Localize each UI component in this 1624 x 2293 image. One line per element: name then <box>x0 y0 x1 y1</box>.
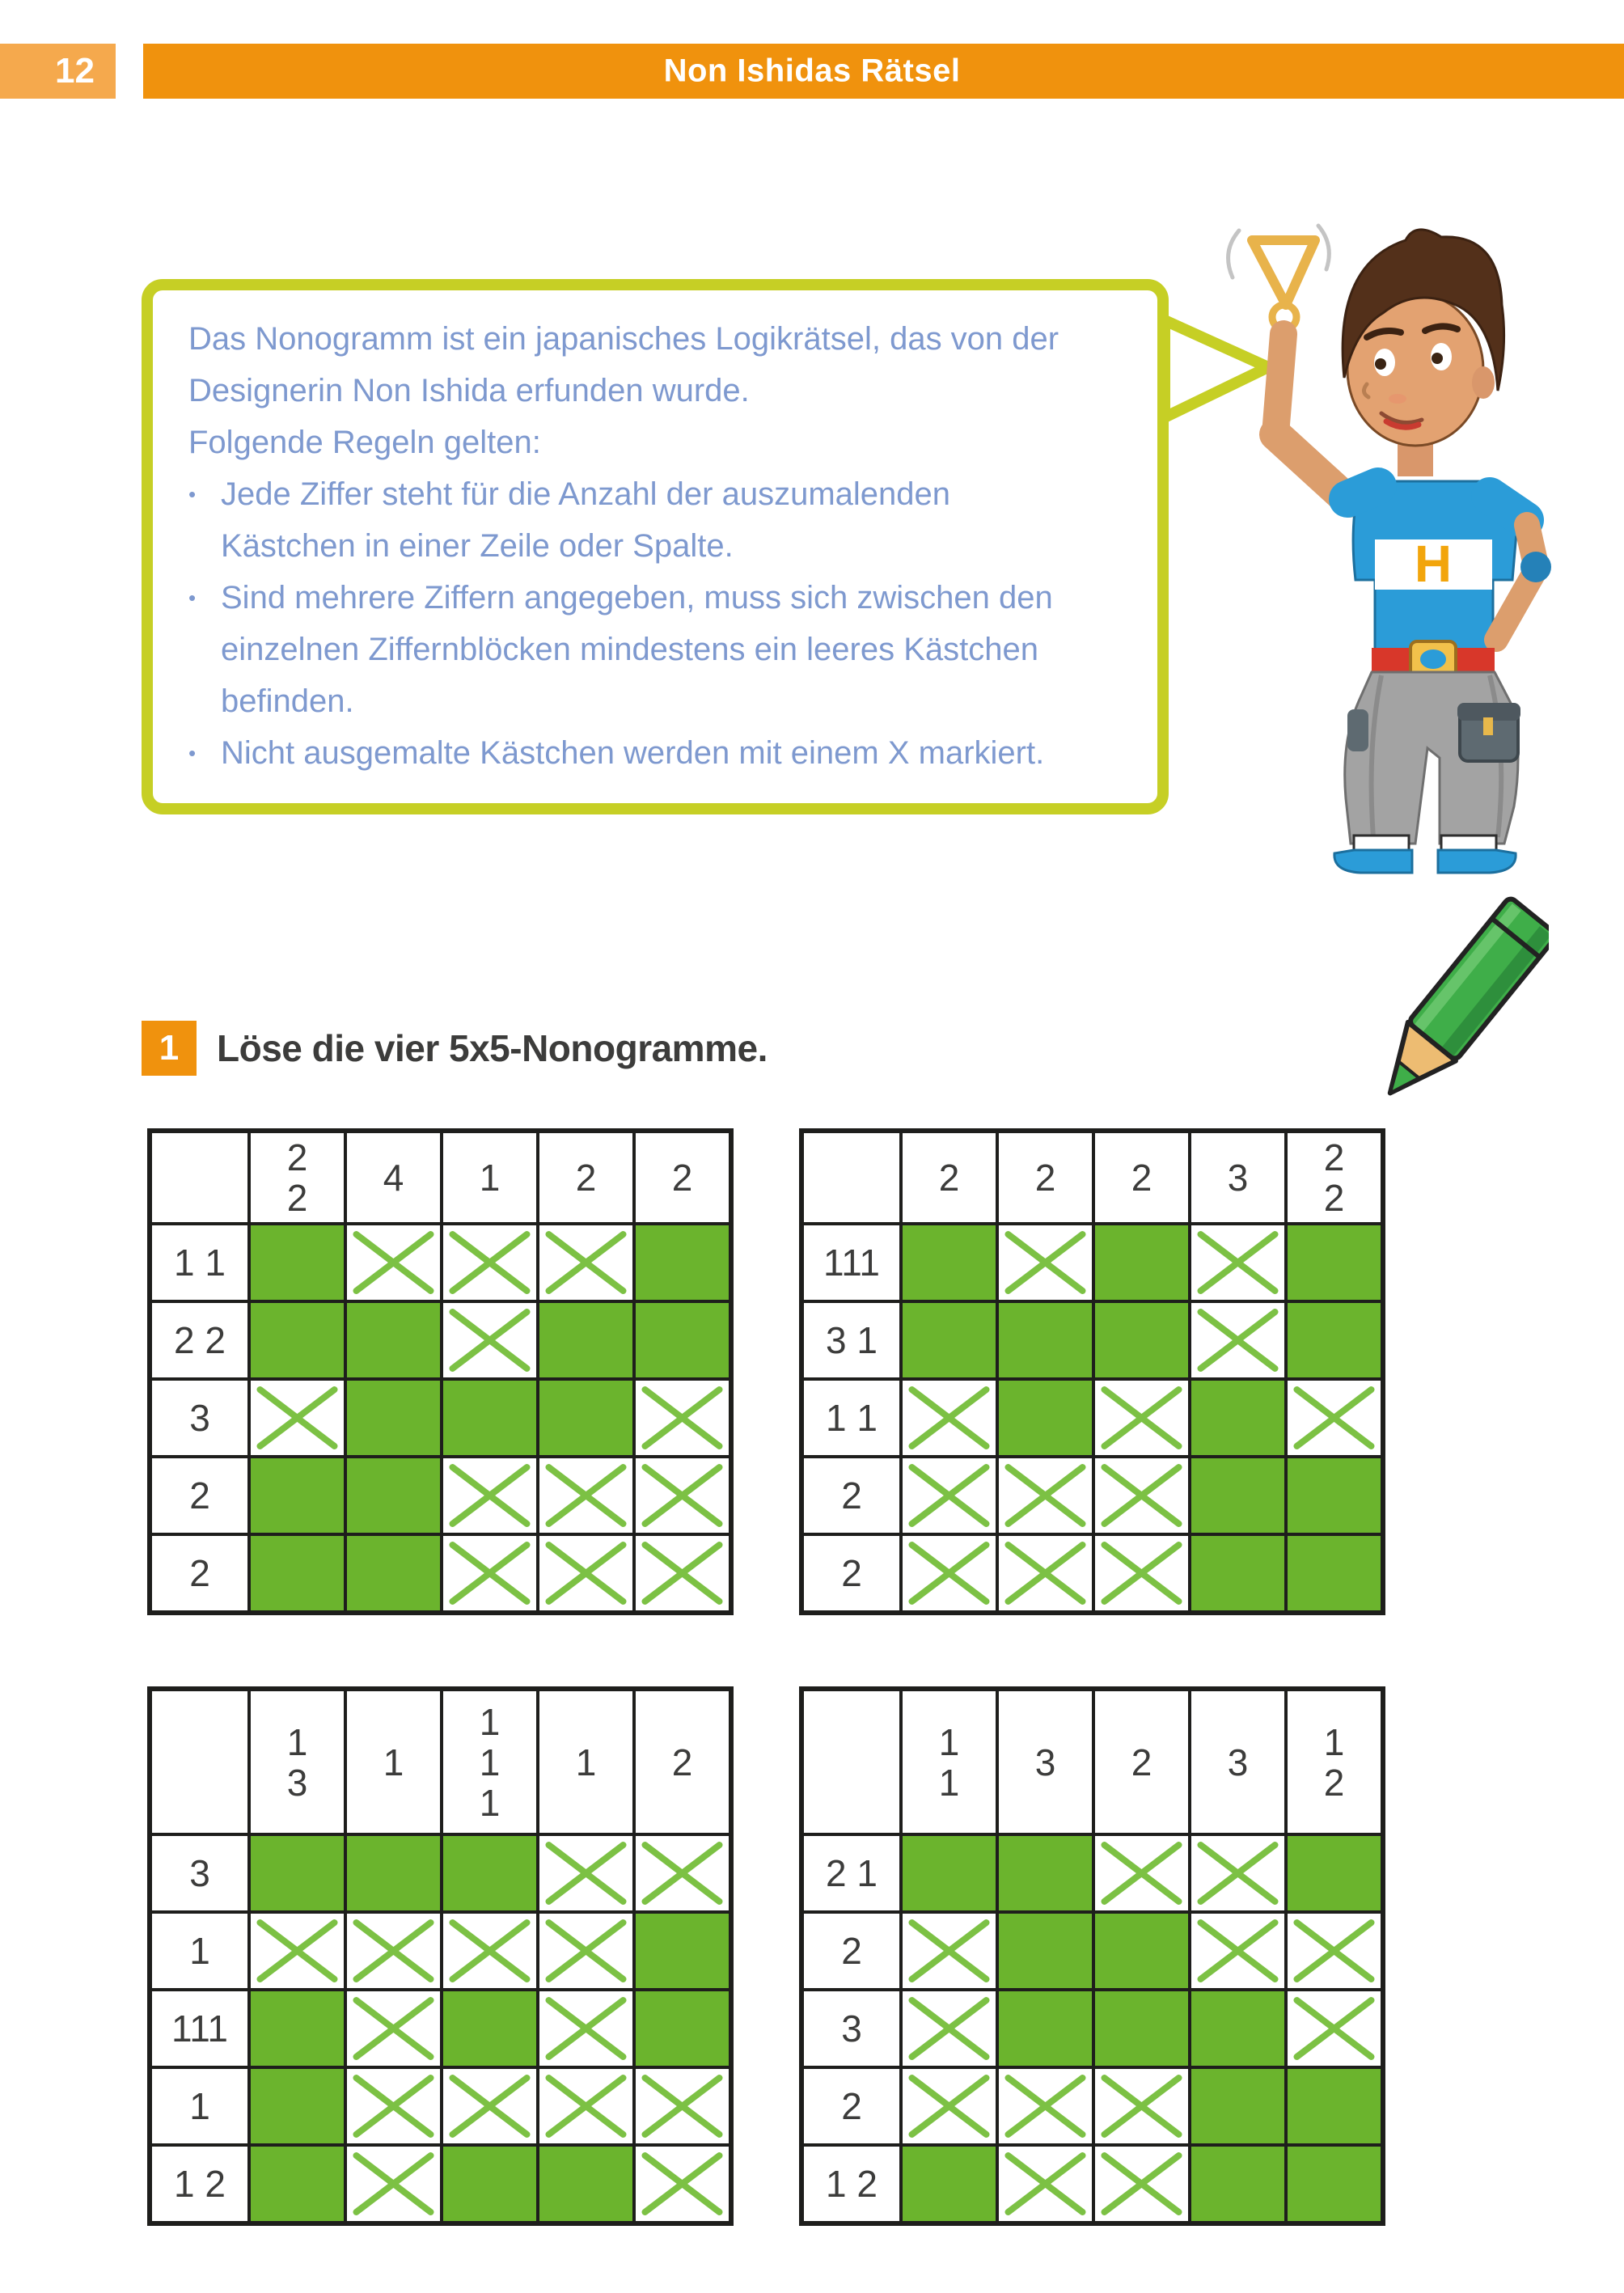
x-mark-icon <box>1095 1381 1188 1455</box>
grid-cell <box>536 1455 632 1533</box>
x-mark-icon <box>443 1458 536 1533</box>
wristband <box>1520 552 1551 582</box>
grid-cell <box>247 2143 344 2221</box>
grid-cell <box>1284 1910 1381 1988</box>
grid-cell <box>899 1833 996 1910</box>
rule-text: Jede Ziffer steht für die Anzahl der auszumalenden Kästchen in einer Zeile oder Spalte. <box>221 476 951 564</box>
rules-heading: Folgende Regeln gelten: <box>188 425 541 460</box>
col-clue-number: 1 <box>383 1741 404 1783</box>
grid-cell <box>996 1988 1092 2066</box>
grid-cell <box>1284 1533 1381 1610</box>
row-clue-cell: 1 <box>152 1910 247 1988</box>
grid-cell <box>344 1533 440 1610</box>
grid-cell <box>1284 2066 1381 2143</box>
row-clue-cell: 2 1 <box>804 1833 899 1910</box>
col-clue-number: 2 <box>1323 1761 1345 1804</box>
grid-cell <box>899 1910 996 1988</box>
x-mark-icon <box>636 2147 729 2221</box>
corner-cell <box>152 1133 247 1222</box>
row-clue-cell: 2 <box>804 1455 899 1533</box>
corner-cell <box>804 1133 899 1222</box>
grid-cell <box>996 2066 1092 2143</box>
grid-cell <box>247 1377 344 1455</box>
grid-cell <box>344 1910 440 1988</box>
task-instruction: Löse die vier 5x5-Nonogramme. <box>217 1027 768 1069</box>
grid-cell <box>632 2066 729 2143</box>
grid-cell <box>996 1455 1092 1533</box>
col-clue-cell <box>536 1691 632 1833</box>
x-mark-icon <box>251 1914 344 1988</box>
page-number-box <box>0 44 116 99</box>
grid-cell <box>1284 2143 1381 2221</box>
col-clue-cell <box>344 1691 440 1833</box>
grid-cell <box>536 1222 632 1300</box>
grid-cell <box>632 1988 729 2066</box>
grid-cell <box>1284 1455 1381 1533</box>
grid-cell <box>996 1833 1092 1910</box>
col-clue-cell <box>1092 1691 1188 1833</box>
col-clue-cell <box>536 1133 632 1222</box>
x-mark-icon <box>443 1536 536 1610</box>
header-bar <box>143 44 1624 99</box>
col-clue-cell <box>899 1691 996 1833</box>
grid-cell <box>899 1300 996 1377</box>
col-clue-number: 1 <box>1323 1720 1345 1763</box>
grid-cell <box>1092 1300 1188 1377</box>
bullet-icon: • <box>188 586 197 610</box>
grid-cell <box>1188 2066 1284 2143</box>
bullet-icon: • <box>188 482 197 506</box>
intro-paragraph: Das Nonogramm ist ein japanisches Logikrätsel, das von der Designerin Non Ishida erfunden wurde. <box>188 321 1059 408</box>
grid-cell <box>1092 2143 1188 2221</box>
x-mark-icon <box>443 1225 536 1300</box>
grid-cell <box>440 1833 536 1910</box>
grid-cell <box>536 1910 632 1988</box>
grid-cell <box>344 1455 440 1533</box>
grid-cell <box>899 2143 996 2221</box>
col-clue-number: 1 <box>479 1741 501 1783</box>
page-title: Non Ishidas Rätsel <box>663 53 961 89</box>
grid-cell <box>247 2066 344 2143</box>
x-mark-icon <box>1095 2069 1188 2143</box>
grid-cell <box>1188 1988 1284 2066</box>
x-mark-icon <box>636 2069 729 2143</box>
grid-cell <box>996 1222 1092 1300</box>
x-mark-icon <box>1095 2147 1188 2221</box>
grid-cell <box>440 2143 536 2221</box>
grid-cell <box>344 1833 440 1910</box>
grid-cell <box>1188 1910 1284 1988</box>
x-mark-icon <box>903 1914 996 1988</box>
x-mark-icon <box>903 1381 996 1455</box>
boy-illustration <box>1173 190 1561 878</box>
grid-cell <box>247 1455 344 1533</box>
x-mark-icon <box>1191 1914 1284 1988</box>
grid-cell <box>247 1910 344 1988</box>
motion-arc <box>1318 226 1329 269</box>
bullet-icon: • <box>188 741 197 765</box>
shoes <box>1334 836 1516 873</box>
corner-cell <box>804 1691 899 1833</box>
grid-cell <box>632 1222 729 1300</box>
grid-cell <box>632 1377 729 1455</box>
col-clue-number: 1 <box>479 1781 501 1824</box>
rule-text: Sind mehrere Ziffern angegeben, muss sich zwischen den einzelnen Ziffernblöcken mindestens ein leeres Kästchen befinden. <box>221 580 1053 719</box>
nonogram-grid-2 <box>799 1128 1385 1615</box>
grid-cell <box>1188 1833 1284 1910</box>
pencil-illustration <box>1339 886 1549 1128</box>
grid-cell <box>247 1300 344 1377</box>
col-clue-number: 1 <box>479 1700 501 1743</box>
x-mark-icon <box>1095 1458 1188 1533</box>
col-clue-number: 2 <box>1323 1177 1345 1219</box>
x-mark-icon <box>539 2069 632 2143</box>
x-mark-icon <box>999 2147 1092 2221</box>
row-clue-cell: 2 <box>152 1455 247 1533</box>
grid-cell <box>536 2066 632 2143</box>
x-mark-icon <box>443 2069 536 2143</box>
grid-cell <box>536 1377 632 1455</box>
row-clue-cell: 2 <box>804 2066 899 2143</box>
grid-cell <box>344 1222 440 1300</box>
corner-cell <box>152 1691 247 1833</box>
x-mark-icon <box>1191 1836 1284 1910</box>
row-clue-cell: 3 <box>152 1377 247 1455</box>
motion-arc <box>1229 231 1239 277</box>
x-mark-icon <box>443 1303 536 1377</box>
grid-cell <box>247 1222 344 1300</box>
x-mark-icon <box>539 1836 632 1910</box>
grid-cell <box>440 1377 536 1455</box>
grid-cell <box>247 1988 344 2066</box>
nonogram-grid-1 <box>147 1128 734 1615</box>
row-clue-cell: 1 2 <box>152 2143 247 2221</box>
col-clue-number: 4 <box>383 1157 404 1199</box>
x-mark-icon <box>539 1458 632 1533</box>
grid-cell <box>632 2143 729 2221</box>
grid-cell <box>996 1910 1092 1988</box>
grid-cell <box>899 1377 996 1455</box>
x-mark-icon <box>1288 1991 1381 2066</box>
page-number: 12 <box>55 51 95 91</box>
grid-cell <box>536 1833 632 1910</box>
col-clue-number: 1 <box>479 1157 501 1199</box>
x-mark-icon <box>636 1836 729 1910</box>
col-clue-number: 2 <box>575 1157 597 1199</box>
grid-cell <box>536 1300 632 1377</box>
grid-cell <box>1284 1300 1381 1377</box>
col-clue-number: 1 <box>575 1741 597 1783</box>
grid-cell <box>440 1455 536 1533</box>
x-mark-icon <box>347 1991 440 2066</box>
col-clue-number: 2 <box>286 1177 308 1219</box>
col-clue-number: 2 <box>938 1157 960 1199</box>
ear <box>1472 366 1495 399</box>
grid-cell <box>1092 1455 1188 1533</box>
grid-cell <box>536 1988 632 2066</box>
col-clue-cell <box>632 1133 729 1222</box>
grid-cell <box>247 1533 344 1610</box>
grid-cell <box>1092 2066 1188 2143</box>
x-mark-icon <box>1191 1225 1284 1300</box>
x-mark-icon <box>251 1381 344 1455</box>
row-clue-cell: 2 2 <box>152 1300 247 1377</box>
task-number-badge <box>142 1021 197 1076</box>
grid-cell <box>440 2066 536 2143</box>
grid-cell <box>440 1222 536 1300</box>
grid-cell <box>1188 2143 1284 2221</box>
col-clue-number: 1 <box>938 1720 960 1763</box>
grid-cell <box>1188 1222 1284 1300</box>
grid-cell <box>899 1455 996 1533</box>
col-clue-number: 1 <box>938 1761 960 1804</box>
grid-cell <box>344 1988 440 2066</box>
x-mark-icon <box>347 2069 440 2143</box>
grid-cell <box>1092 1222 1188 1300</box>
col-clue-number: 2 <box>1131 1157 1152 1199</box>
col-clue-number: 3 <box>1227 1741 1249 1783</box>
x-mark-icon <box>903 1458 996 1533</box>
col-clue-cell <box>996 1691 1092 1833</box>
col-clue-number: 1 <box>286 1720 308 1763</box>
grid-cell <box>996 1377 1092 1455</box>
grid-cell <box>1092 1833 1188 1910</box>
col-clue-cell <box>632 1691 729 1833</box>
x-mark-icon <box>636 1458 729 1533</box>
grid-cell <box>247 1833 344 1910</box>
rule-item <box>188 727 1085 779</box>
x-mark-icon <box>443 1914 536 1988</box>
row-clue-cell: 3 <box>152 1833 247 1910</box>
row-clue-cell: 3 1 <box>804 1300 899 1377</box>
rule-item <box>188 572 1085 727</box>
grid-cell <box>536 1533 632 1610</box>
x-mark-icon <box>903 2069 996 2143</box>
x-mark-icon <box>1288 1381 1381 1455</box>
grid-cell <box>1188 1377 1284 1455</box>
col-clue-number: 2 <box>1131 1741 1152 1783</box>
grid-cell <box>440 1533 536 1610</box>
x-mark-icon <box>636 1536 729 1610</box>
grid-cell <box>1188 1300 1284 1377</box>
grid-cell <box>1092 1988 1188 2066</box>
row-clue-cell: 1 2 <box>804 2143 899 2221</box>
x-mark-icon <box>636 1381 729 1455</box>
grid-cell <box>344 1377 440 1455</box>
rule-text: Nicht ausgemalte Kästchen werden mit einem X markiert. <box>221 735 1045 771</box>
col-clue-number: 3 <box>286 1761 308 1804</box>
col-clue-number: 2 <box>671 1157 693 1199</box>
x-mark-icon <box>347 1914 440 1988</box>
col-clue-number: 2 <box>1323 1136 1345 1178</box>
triangle-pendulum-icon <box>1252 240 1315 329</box>
col-clue-cell <box>440 1691 536 1833</box>
col-clue-cell <box>1188 1691 1284 1833</box>
grid-cell <box>1188 1533 1284 1610</box>
nonogram-grid-3 <box>147 1686 734 2226</box>
col-clue-cell <box>996 1133 1092 1222</box>
col-clue-cell <box>1188 1133 1284 1222</box>
x-mark-icon <box>999 1458 1092 1533</box>
grid-cell <box>536 2143 632 2221</box>
col-clue-number: 2 <box>671 1741 693 1783</box>
col-clue-cell <box>1092 1133 1188 1222</box>
x-mark-icon <box>347 2147 440 2221</box>
rule-item <box>188 468 1085 572</box>
grid-cell <box>1188 1455 1284 1533</box>
x-mark-icon <box>999 1225 1092 1300</box>
row-clue-cell: 1 <box>152 2066 247 2143</box>
grid-cell <box>1092 1910 1188 1988</box>
row-clue-cell: 1 1 <box>152 1222 247 1300</box>
x-mark-icon <box>999 1536 1092 1610</box>
col-clue-cell <box>440 1133 536 1222</box>
col-clue-number: 3 <box>1227 1157 1249 1199</box>
grid-cell <box>899 2066 996 2143</box>
nonogram-grid-4 <box>799 1686 1385 2226</box>
grid-cell <box>1092 1533 1188 1610</box>
col-clue-cell <box>247 1133 344 1222</box>
grid-cell <box>996 2143 1092 2221</box>
grid-cell <box>632 1300 729 1377</box>
row-clue-cell: 2 <box>804 1910 899 1988</box>
row-clue-cell: 3 <box>804 1988 899 2066</box>
x-mark-icon <box>1095 1836 1188 1910</box>
x-mark-icon <box>1095 1536 1188 1610</box>
col-clue-number: 2 <box>286 1136 308 1178</box>
grid-cell <box>632 1910 729 1988</box>
x-mark-icon <box>903 1536 996 1610</box>
col-clue-number: 3 <box>1034 1741 1056 1783</box>
x-mark-icon <box>539 1225 632 1300</box>
grid-cell <box>899 1533 996 1610</box>
grid-cell <box>996 1533 1092 1610</box>
row-clue-cell: 111 <box>152 1988 247 2066</box>
x-mark-icon <box>999 2069 1092 2143</box>
speech-bubble <box>142 279 1169 814</box>
col-clue-cell <box>899 1133 996 1222</box>
x-mark-icon <box>539 1991 632 2066</box>
x-mark-icon <box>539 1914 632 1988</box>
col-clue-cell <box>247 1691 344 1833</box>
grid-cell <box>1284 1833 1381 1910</box>
col-clue-cell <box>1284 1133 1381 1222</box>
grid-cell <box>632 1533 729 1610</box>
grid-cell <box>1284 1377 1381 1455</box>
grid-cell <box>344 2066 440 2143</box>
grid-cell <box>899 1222 996 1300</box>
grid-cell <box>1092 1377 1188 1455</box>
blush <box>1389 394 1406 404</box>
grid-cell <box>440 1988 536 2066</box>
row-clue-cell: 2 <box>152 1533 247 1610</box>
grid-cell <box>899 1988 996 2066</box>
col-clue-number: 2 <box>1034 1157 1056 1199</box>
row-clue-cell: 2 <box>804 1533 899 1610</box>
grid-cell <box>440 1910 536 1988</box>
grid-cell <box>344 2143 440 2221</box>
shirt-letter: H <box>1414 535 1453 593</box>
x-mark-icon <box>539 1536 632 1610</box>
grid-cell <box>344 1300 440 1377</box>
pocket-clasp <box>1483 717 1493 735</box>
grid-cell <box>1284 1988 1381 2066</box>
col-clue-cell <box>1284 1691 1381 1833</box>
row-clue-cell: 1 1 <box>804 1377 899 1455</box>
grid-cell <box>632 1833 729 1910</box>
x-mark-icon <box>903 1991 996 2066</box>
row-clue-cell: 111 <box>804 1222 899 1300</box>
x-mark-icon <box>1191 1303 1284 1377</box>
task-number: 1 <box>159 1028 180 1068</box>
rules-list <box>188 468 1085 779</box>
col-clue-cell <box>344 1133 440 1222</box>
grid-cell <box>632 1455 729 1533</box>
grid-cell <box>1284 1222 1381 1300</box>
x-mark-icon <box>1288 1914 1381 1988</box>
grid-cell <box>440 1300 536 1377</box>
x-mark-icon <box>347 1225 440 1300</box>
grid-cell <box>996 1300 1092 1377</box>
